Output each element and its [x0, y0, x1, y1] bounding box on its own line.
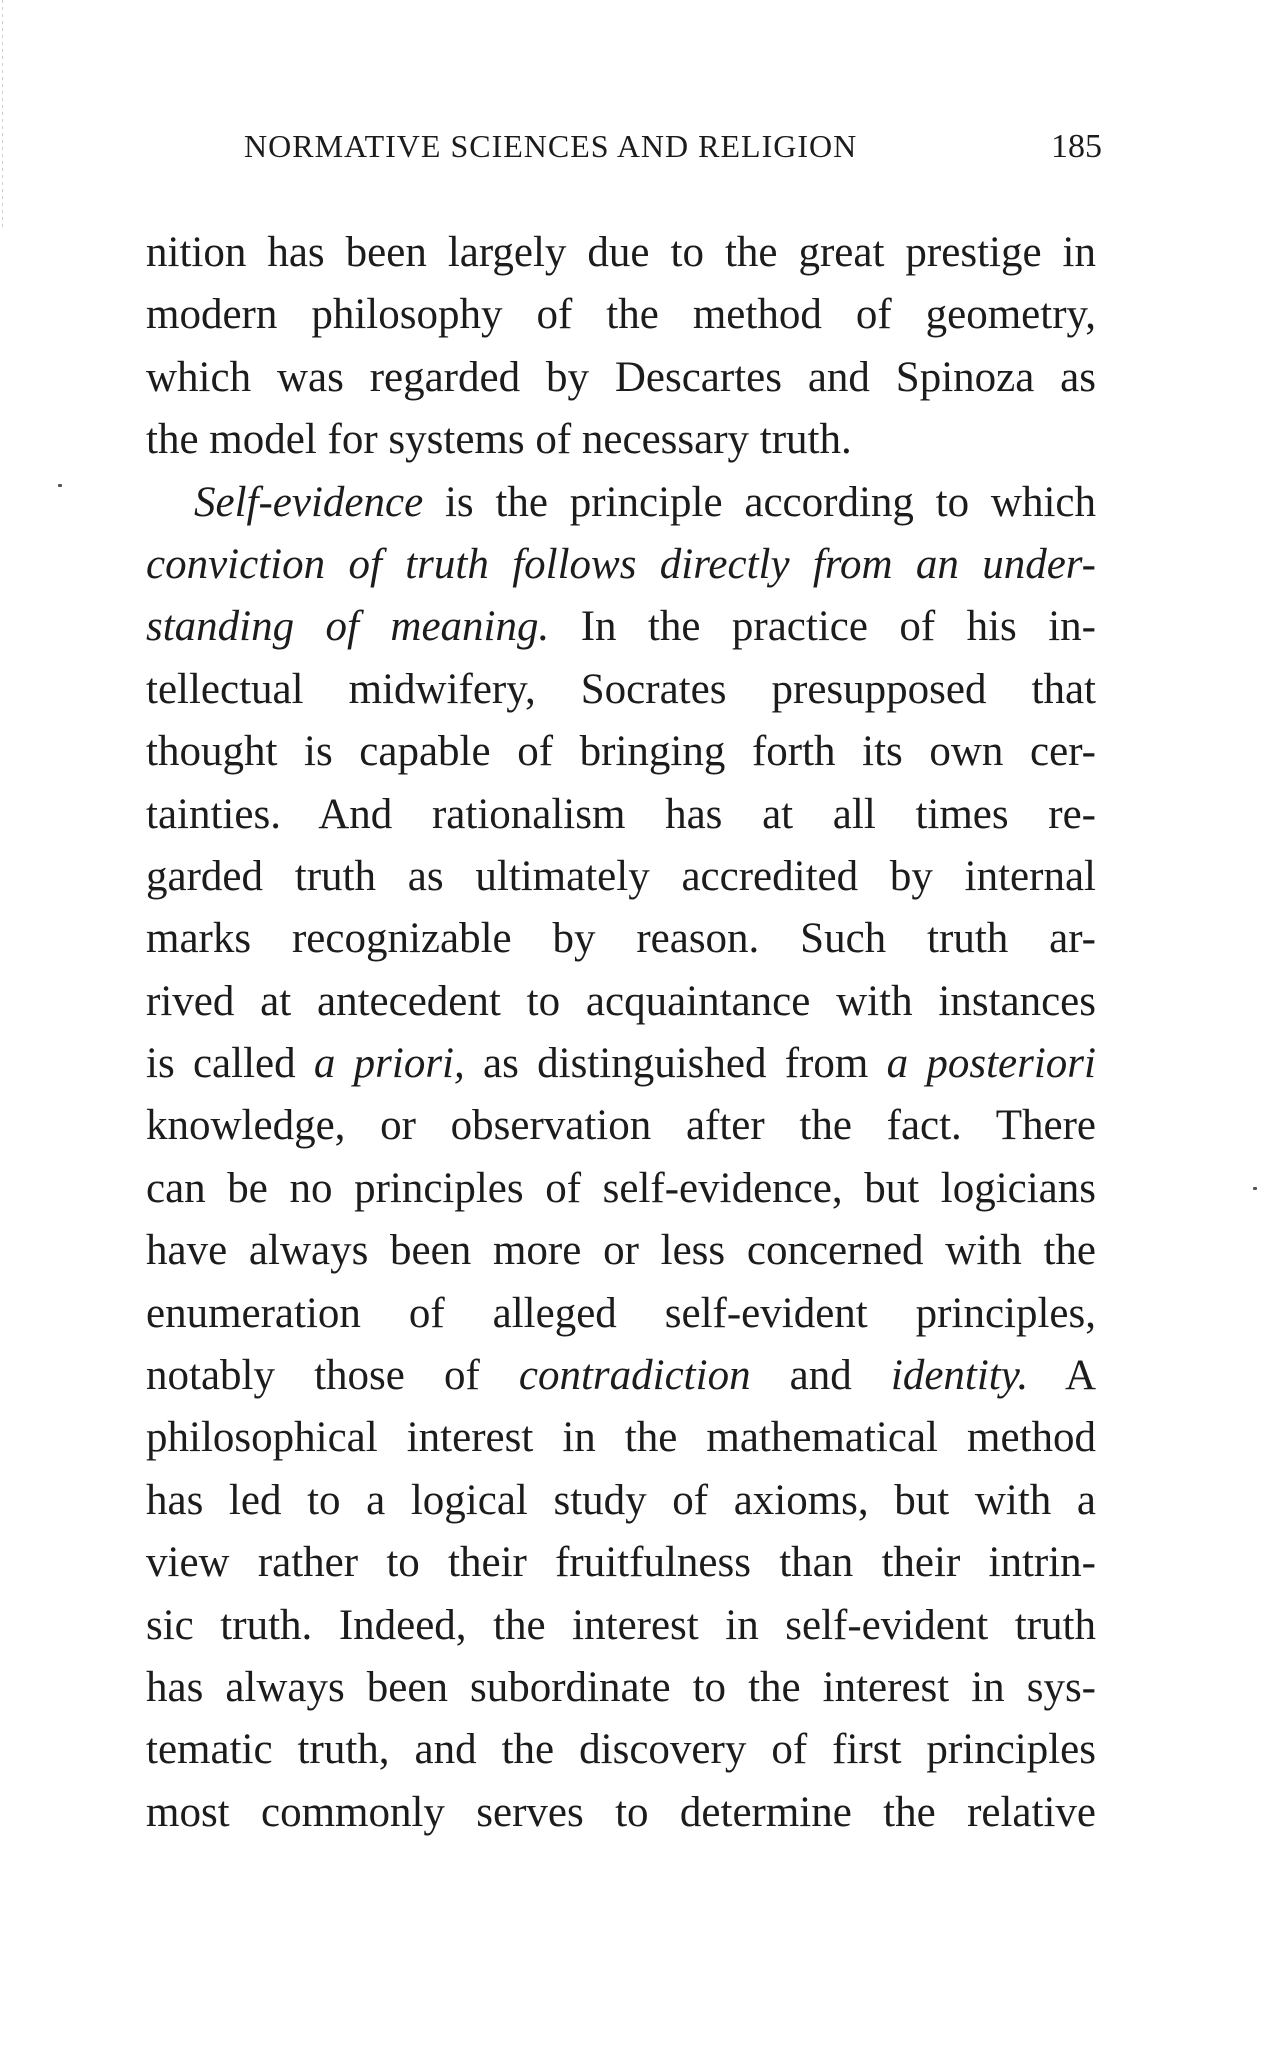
text-run: have always been more or less concerned with the	[146, 1227, 1096, 1275]
text-run: has always been subordinate to the interest in sys-	[146, 1663, 1096, 1711]
text-line	[146, 472, 1096, 534]
text-line	[146, 846, 1096, 908]
text-line	[146, 1283, 1096, 1345]
text-line	[146, 1470, 1096, 1532]
text-line	[146, 284, 1096, 346]
text-run: modern philosophy of the method of geometry,	[146, 291, 1096, 339]
text-line	[146, 659, 1096, 721]
text-line	[146, 784, 1096, 846]
running-head	[244, 128, 1102, 178]
text-line	[146, 409, 1096, 471]
text-run: rived at antecedent to acquaintance with instances	[146, 977, 1096, 1025]
text-run: most commonly serves to determine the relative	[146, 1788, 1096, 1836]
text-line	[146, 1407, 1096, 1469]
text-line	[146, 1158, 1096, 1220]
text-run: nition has been largely due to the great prestige in	[146, 229, 1096, 276]
text-line	[146, 1033, 1096, 1095]
text-line	[146, 1595, 1096, 1657]
italic-phrase: Self-evidence	[194, 478, 424, 526]
text-run: thought is capable of bringing forth its own cer-	[146, 728, 1096, 776]
text-run: enumeration of alleged self-evident principles,	[146, 1289, 1096, 1337]
page-edge-rule	[2, 0, 3, 230]
text-run: garded truth as ultimately accredited by internal	[146, 852, 1096, 900]
text-run: is the principle according to which	[423, 478, 1096, 526]
italic-phrase: a priori,	[313, 1040, 465, 1088]
text-run: as distinguished from	[464, 1040, 887, 1088]
text-line	[146, 222, 1096, 284]
running-head-title: NORMATIVE SCIENCES AND RELIGION	[244, 128, 858, 164]
text-run: view rather to their fruitfulness than their intrin-	[146, 1539, 1096, 1587]
italic-phrase: identity.	[890, 1352, 1029, 1400]
text-run: and	[750, 1352, 891, 1400]
text-line	[146, 971, 1096, 1033]
italic-phrase: standing of meaning.	[146, 603, 550, 651]
text-run: which was regarded by Descartes and Spinoza as	[146, 353, 1096, 401]
text-line	[146, 1657, 1096, 1719]
body-text	[146, 222, 1096, 1844]
text-run: has led to a logical study of axioms, but with a	[146, 1476, 1096, 1524]
text-run: In the practice of his in-	[549, 603, 1096, 651]
text-run: can be no principles of self-evidence, but logicians	[146, 1164, 1096, 1212]
text-run: tainties. And rationalism has at all times re-	[146, 790, 1096, 838]
text-run: tematic truth, and the discovery of first principles	[146, 1726, 1096, 1774]
text-line	[146, 534, 1096, 596]
text-run: sic truth. Indeed, the interest in self-evident truth	[146, 1601, 1096, 1649]
text-run: the model for systems of necessary truth.	[146, 416, 852, 464]
text-run: notably those of	[146, 1352, 519, 1400]
italic-phrase: contradiction	[518, 1352, 751, 1400]
text-line	[146, 721, 1096, 783]
text-line	[146, 1782, 1096, 1844]
margin-mark	[58, 484, 62, 487]
text-line	[146, 1345, 1096, 1407]
text-line	[146, 1220, 1096, 1282]
page-number: 185	[1051, 128, 1102, 165]
text-line	[146, 1532, 1096, 1594]
text-line	[146, 908, 1096, 970]
text-line	[146, 1095, 1096, 1157]
italic-phrase: conviction of truth follows directly from an under-	[146, 540, 1096, 588]
text-run: is called	[146, 1040, 314, 1088]
text-line	[146, 596, 1096, 658]
text-run: knowledge, or observation after the fact. There	[146, 1102, 1096, 1150]
text-run: tellectual midwifery, Socrates presupposed that	[146, 665, 1096, 713]
text-run: marks recognizable by reason. Such truth ar-	[146, 915, 1096, 963]
margin-mark	[1253, 1187, 1257, 1190]
text-line	[146, 347, 1096, 409]
italic-phrase: a posteriori	[886, 1040, 1096, 1088]
text-run: philosophical interest in the mathematical method	[146, 1414, 1096, 1462]
text-run: A	[1028, 1352, 1096, 1400]
text-line	[146, 1719, 1096, 1781]
